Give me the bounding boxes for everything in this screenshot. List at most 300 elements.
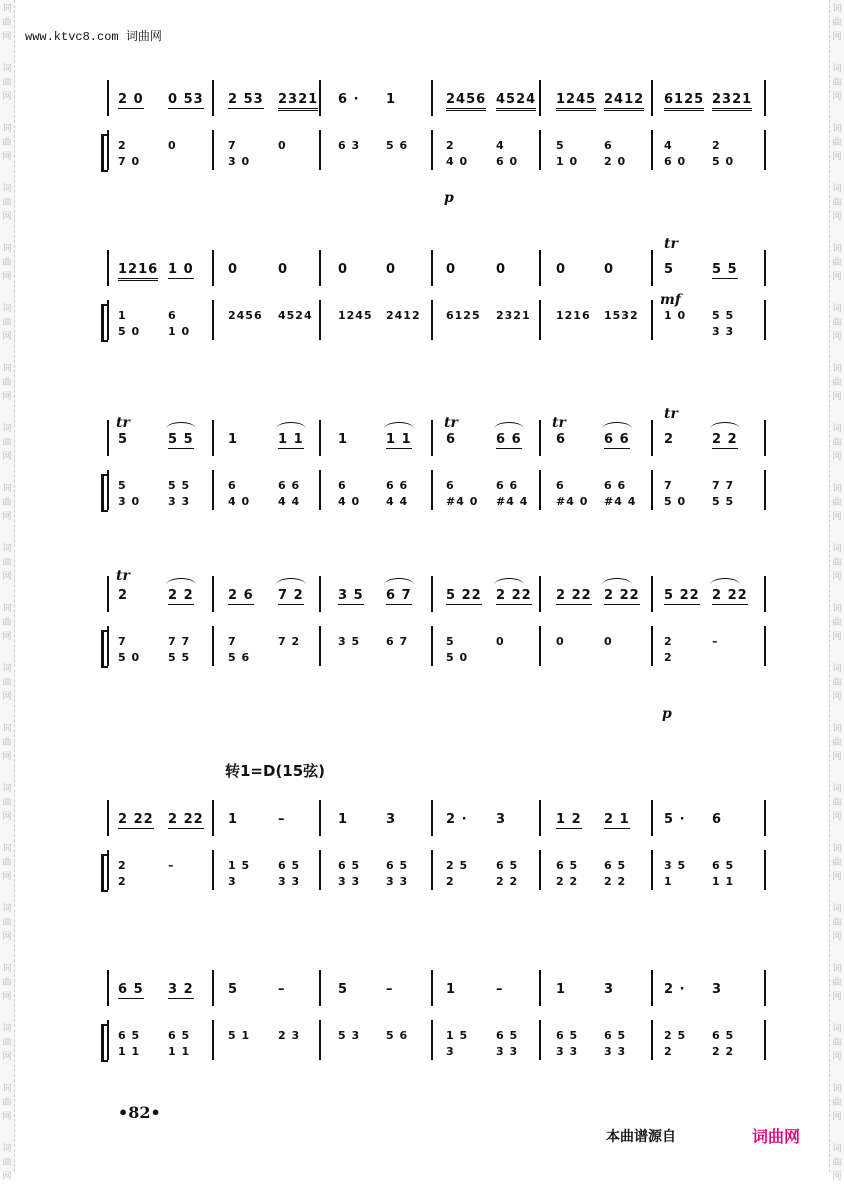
watermark-glyph: 词 xyxy=(832,544,842,554)
melody-note-group: 1245 xyxy=(556,92,596,111)
watermark-glyph: 网 xyxy=(832,392,842,402)
accompaniment-note-group: 0 xyxy=(556,635,565,648)
barline xyxy=(431,300,433,340)
trill-mark: tr xyxy=(116,415,130,431)
melody-note-group: 2 xyxy=(118,588,129,603)
accompaniment-note-group: 6 5 3 3 xyxy=(338,859,361,888)
watermark-glyph: 曲 xyxy=(832,978,842,988)
barline xyxy=(212,130,214,170)
watermark-glyph: 词 xyxy=(2,184,12,194)
melody-note-group: 6 6 xyxy=(604,432,630,447)
accompaniment-note-group: 5 6 xyxy=(386,1029,409,1042)
watermark-glyph: 曲 xyxy=(2,438,12,448)
watermark-glyph: 网 xyxy=(832,812,842,822)
barline xyxy=(651,626,653,666)
watermark-glyph: 词 xyxy=(2,724,12,734)
watermark-glyph: 词 xyxy=(832,784,842,794)
accompaniment-note-group: 6 5 3 3 xyxy=(604,1029,627,1058)
accompaniment-note-group: 2412 xyxy=(386,309,421,322)
barline xyxy=(651,300,653,340)
accompaniment-note-group: 6 6 #4 4 xyxy=(604,479,637,508)
barline xyxy=(107,800,109,836)
accompaniment-note-group: 0 xyxy=(604,635,613,648)
accompaniment-note-group: 2 2 xyxy=(118,859,127,888)
melody-note-group: 0 xyxy=(386,262,397,277)
watermark-glyph: 曲 xyxy=(2,1038,12,1048)
watermark-glyph: 词 xyxy=(832,604,842,614)
watermark-glyph: 网 xyxy=(832,632,842,642)
watermark-glyph: 网 xyxy=(2,1172,12,1182)
accompaniment-note-group: 3 5 1 xyxy=(664,859,687,888)
accompaniment-note-group: 4 6 0 xyxy=(496,139,519,168)
watermark-glyph: 词 xyxy=(832,1144,842,1154)
melody-note-group: 2 22 xyxy=(604,588,640,603)
watermark-glyph: 词 xyxy=(832,184,842,194)
melody-note-group: 3 xyxy=(604,982,615,997)
melody-note-group: 2 22 xyxy=(118,812,154,827)
accompaniment-note-group: 5 5 3 3 xyxy=(712,309,735,338)
watermark-glyph: 曲 xyxy=(2,258,12,268)
watermark-glyph: 曲 xyxy=(2,618,12,628)
watermark-glyph: 词 xyxy=(832,364,842,374)
accompaniment-note-group: 6 5 3 3 xyxy=(386,859,409,888)
accompaniment-note-group: 0 xyxy=(496,635,505,648)
slur-mark xyxy=(384,422,414,429)
watermark-glyph: 词 xyxy=(832,244,842,254)
melody-note-group: 2 · xyxy=(446,812,468,827)
melody-note-group: – xyxy=(386,982,394,997)
accompaniment-note-group: 2 7 0 xyxy=(118,139,141,168)
watermark-glyph: 词 xyxy=(2,544,12,554)
accompaniment-note-group: 2 2 xyxy=(664,635,673,664)
watermark-glyph: 词 xyxy=(832,124,842,134)
watermark-glyph: 曲 xyxy=(2,318,12,328)
accompaniment-note-group: 5 3 xyxy=(338,1029,361,1042)
accompaniment-note-group: 5 5 0 xyxy=(446,635,469,664)
melody-note-group: 1 xyxy=(556,982,567,997)
watermark-glyph: 曲 xyxy=(2,1158,12,1168)
barline xyxy=(212,576,214,612)
watermark-glyph: 曲 xyxy=(2,678,12,688)
barline xyxy=(431,626,433,666)
watermark-glyph: 网 xyxy=(832,872,842,882)
barline xyxy=(212,1020,214,1060)
accompaniment-note-group: 6 5 2 2 xyxy=(604,859,627,888)
melody-note-group: 5 5 xyxy=(168,432,194,447)
watermark-glyph: 网 xyxy=(2,872,12,882)
melody-note-group: 6 6 xyxy=(496,432,522,447)
barline xyxy=(539,1020,541,1060)
slur-mark xyxy=(602,422,632,429)
barline xyxy=(764,130,766,170)
trill-mark: tr xyxy=(444,415,458,431)
barline xyxy=(212,250,214,286)
barline xyxy=(764,1020,766,1060)
barline xyxy=(651,1020,653,1060)
barline xyxy=(651,970,653,1006)
watermark-glyph: 曲 xyxy=(832,18,842,28)
barline xyxy=(539,800,541,836)
watermark-glyph: 曲 xyxy=(832,558,842,568)
melody-note-group: 5 xyxy=(228,982,239,997)
watermark-glyph: 词 xyxy=(2,604,12,614)
barline xyxy=(107,626,109,666)
barline xyxy=(651,470,653,510)
watermark-glyph: 曲 xyxy=(2,378,12,388)
accompaniment-note-group: 5 6 xyxy=(386,139,409,152)
melody-note-group: 2 53 xyxy=(228,92,264,107)
accompaniment-note-group: 6 6 #4 4 xyxy=(496,479,529,508)
slur-mark xyxy=(494,422,524,429)
watermark-glyph: 曲 xyxy=(2,18,12,28)
watermark-glyph: 曲 xyxy=(2,858,12,868)
accompaniment-note-group: 6 5 3 3 xyxy=(496,1029,519,1058)
slur-mark xyxy=(166,422,196,429)
barline xyxy=(107,850,109,890)
accompaniment-note-group: 5 1 0 xyxy=(556,139,579,168)
accompaniment-note-group: 0 xyxy=(278,139,287,152)
barline xyxy=(539,420,541,456)
melody-note-group: 1 xyxy=(228,432,239,447)
melody-note-group: 0 xyxy=(556,262,567,277)
accompaniment-note-group: 4524 xyxy=(278,309,313,322)
melody-note-group: 5 · xyxy=(664,812,686,827)
melody-note-group: 2 xyxy=(664,432,675,447)
melody-note-group: 1 2 xyxy=(556,812,582,827)
accompaniment-note-group: 2 3 xyxy=(278,1029,301,1042)
watermark-glyph: 词 xyxy=(832,844,842,854)
watermark-glyph: 曲 xyxy=(2,1098,12,1108)
watermark-glyph: 曲 xyxy=(832,318,842,328)
barline xyxy=(764,626,766,666)
accompaniment-note-group: 6 5 3 3 xyxy=(556,1029,579,1058)
accompaniment-note-group: 7 2 xyxy=(278,635,301,648)
accompaniment-note-group: 6 #4 0 xyxy=(446,479,479,508)
barline xyxy=(319,850,321,890)
melody-note-group: – xyxy=(278,812,286,827)
key-change-label: 转1=D(15弦) xyxy=(225,762,326,780)
watermark-glyph: 词 xyxy=(2,1024,12,1034)
accompaniment-note-group: 1216 xyxy=(556,309,591,322)
barline xyxy=(431,130,433,170)
melody-note-group: – xyxy=(278,982,286,997)
barline xyxy=(212,470,214,510)
barline xyxy=(539,970,541,1006)
melody-note-group: 0 xyxy=(604,262,615,277)
barline xyxy=(431,800,433,836)
watermark-glyph: 词 xyxy=(832,484,842,494)
watermark-glyph: 网 xyxy=(2,1052,12,1062)
watermark-glyph: 曲 xyxy=(832,798,842,808)
melody-note-group: 0 xyxy=(496,262,507,277)
site-logo[interactable]: 词曲网 xyxy=(752,1129,801,1146)
melody-note-group: 2 2 xyxy=(712,432,738,447)
melody-note-group: 1 0 xyxy=(168,262,194,277)
accompaniment-note-group: 1 5 3 xyxy=(228,859,251,888)
melody-note-group: 7 2 xyxy=(278,588,304,603)
trill-mark: tr xyxy=(664,236,678,252)
watermark-glyph: 曲 xyxy=(832,858,842,868)
barline xyxy=(539,300,541,340)
barline xyxy=(651,250,653,286)
accompaniment-note-group: 5 3 0 xyxy=(118,479,141,508)
melody-note-group: 6125 xyxy=(664,92,704,111)
watermark-glyph: 网 xyxy=(832,932,842,942)
barline xyxy=(651,80,653,116)
accompaniment-note-group: 1 5 0 xyxy=(118,309,141,338)
watermark-glyph: 词 xyxy=(2,364,12,374)
barline xyxy=(539,250,541,286)
watermark-glyph: 曲 xyxy=(2,978,12,988)
barline xyxy=(319,576,321,612)
barline xyxy=(651,576,653,612)
watermark-glyph: 网 xyxy=(832,1172,842,1182)
dynamic-mf: mf xyxy=(660,292,681,308)
melody-note-group: 3 xyxy=(496,812,507,827)
melody-note-group: 5 xyxy=(338,982,349,997)
watermark-glyph: 网 xyxy=(2,632,12,642)
watermark-glyph: 网 xyxy=(832,152,842,162)
melody-note-group: 0 xyxy=(278,262,289,277)
melody-note-group: 1 xyxy=(446,982,457,997)
melody-note-group: 2 22 xyxy=(496,588,532,603)
watermark-glyph: 词 xyxy=(2,904,12,914)
barline xyxy=(212,626,214,666)
watermark-glyph: 曲 xyxy=(832,198,842,208)
watermark-glyph: 词 xyxy=(832,304,842,314)
accompaniment-note-group: 7 7 5 5 xyxy=(712,479,735,508)
melody-note-group: 2456 xyxy=(446,92,486,111)
watermark-glyph: 词 xyxy=(832,664,842,674)
site-url: www.ktvc8.com 词曲网 xyxy=(25,30,162,44)
barline xyxy=(431,80,433,116)
accompaniment-note-group: 6 4 0 xyxy=(228,479,251,508)
accompaniment-note-group: 2 4 0 xyxy=(446,139,469,168)
watermark-glyph: 词 xyxy=(832,1024,842,1034)
watermark-glyph: 曲 xyxy=(2,738,12,748)
barline xyxy=(764,970,766,1006)
watermark-glyph: 词 xyxy=(2,244,12,254)
barline xyxy=(107,576,109,612)
melody-note-group: 5 22 xyxy=(664,588,700,603)
slur-mark xyxy=(166,578,196,585)
barline xyxy=(431,1020,433,1060)
barline xyxy=(319,800,321,836)
melody-note-group: 6 7 xyxy=(386,588,412,603)
barline xyxy=(319,420,321,456)
melody-note-group: 6 5 xyxy=(118,982,144,997)
watermark-glyph: 曲 xyxy=(2,918,12,928)
accompaniment-note-group: 2 5 0 xyxy=(712,139,735,168)
watermark-glyph: 曲 xyxy=(2,138,12,148)
barline xyxy=(764,800,766,836)
barline xyxy=(431,470,433,510)
melody-note-group: 5 xyxy=(118,432,129,447)
barline xyxy=(107,300,109,340)
slur-mark xyxy=(602,578,632,585)
melody-note-group: 1 1 xyxy=(278,432,304,447)
watermark-glyph: 词 xyxy=(2,664,12,674)
barline xyxy=(212,800,214,836)
watermark-glyph: 网 xyxy=(2,392,12,402)
watermark-glyph: 曲 xyxy=(832,498,842,508)
melody-note-group: 2 2 xyxy=(168,588,194,603)
watermark-glyph: 网 xyxy=(832,992,842,1002)
barline xyxy=(539,576,541,612)
accompaniment-note-group: 2 5 2 xyxy=(446,859,469,888)
watermark-glyph: 曲 xyxy=(832,78,842,88)
accompaniment-note-group: 6 5 2 2 xyxy=(496,859,519,888)
accompaniment-note-group: 7 3 0 xyxy=(228,139,251,168)
slur-mark xyxy=(384,578,414,585)
accompaniment-note-group: 6 1 0 xyxy=(168,309,191,338)
melody-note-group: 2 22 xyxy=(168,812,204,827)
watermark-glyph: 网 xyxy=(2,932,12,942)
barline xyxy=(319,80,321,116)
watermark-glyph: 网 xyxy=(832,572,842,582)
barline xyxy=(651,850,653,890)
watermark-glyph: 网 xyxy=(832,752,842,762)
melody-note-group: 6 xyxy=(556,432,567,447)
barline xyxy=(319,300,321,340)
accompaniment-note-group: 6 #4 0 xyxy=(556,479,589,508)
watermark-glyph: 曲 xyxy=(2,558,12,568)
melody-note-group: 0 xyxy=(338,262,349,277)
barline xyxy=(319,970,321,1006)
watermark-glyph: 词 xyxy=(832,64,842,74)
watermark-glyph: 词 xyxy=(2,484,12,494)
melody-note-group: 2 6 xyxy=(228,588,254,603)
accompaniment-note-group: 6125 xyxy=(446,309,481,322)
melody-note-group: 1 xyxy=(338,432,349,447)
barline xyxy=(651,130,653,170)
accompaniment-note-group: 6 5 1 1 xyxy=(712,859,735,888)
barline xyxy=(431,850,433,890)
watermark-glyph: 词 xyxy=(2,964,12,974)
barline xyxy=(431,250,433,286)
watermark-glyph: 曲 xyxy=(832,678,842,688)
watermark-glyph: 词 xyxy=(832,964,842,974)
barline xyxy=(212,80,214,116)
barline xyxy=(319,470,321,510)
melody-note-group: 2 1 xyxy=(604,812,630,827)
barline xyxy=(764,300,766,340)
watermark-glyph: 网 xyxy=(2,1112,12,1122)
watermark-glyph: 曲 xyxy=(832,138,842,148)
melody-note-group: 0 53 xyxy=(168,92,204,107)
melody-note-group: 3 5 xyxy=(338,588,364,603)
watermark-glyph: 网 xyxy=(832,272,842,282)
accompaniment-note-group: 6 5 2 2 xyxy=(556,859,579,888)
accompaniment-note-group: 2 5 2 xyxy=(664,1029,687,1058)
watermark-glyph: 曲 xyxy=(2,198,12,208)
accompaniment-note-group: 7 5 0 xyxy=(118,635,141,664)
barline xyxy=(431,576,433,612)
watermark-glyph: 词 xyxy=(2,124,12,134)
watermark-glyph: 词 xyxy=(2,784,12,794)
barline xyxy=(651,800,653,836)
watermark-glyph: 曲 xyxy=(832,1158,842,1168)
watermark-glyph: 词 xyxy=(832,424,842,434)
barline xyxy=(764,420,766,456)
watermark-glyph: 网 xyxy=(832,92,842,102)
barline xyxy=(431,970,433,1006)
watermark-glyph: 网 xyxy=(832,512,842,522)
barline xyxy=(107,1020,109,1060)
barline xyxy=(539,626,541,666)
barline xyxy=(212,300,214,340)
barline xyxy=(539,850,541,890)
barline xyxy=(107,420,109,456)
accompaniment-note-group: 1532 xyxy=(604,309,639,322)
melody-note-group: 5 22 xyxy=(446,588,482,603)
accompaniment-note-group: – xyxy=(168,859,175,872)
melody-note-group: 5 5 xyxy=(712,262,738,277)
melody-note-group: 3 xyxy=(386,812,397,827)
barline xyxy=(539,130,541,170)
barline xyxy=(107,470,109,510)
melody-note-group: 1216 xyxy=(118,262,158,281)
watermark-glyph: 曲 xyxy=(832,1038,842,1048)
watermark-glyph: 词 xyxy=(832,4,842,14)
melody-note-group: 2 0 xyxy=(118,92,144,107)
watermark-glyph: 曲 xyxy=(832,1098,842,1108)
accompaniment-note-group: 6 2 0 xyxy=(604,139,627,168)
watermark-glyph: 网 xyxy=(2,992,12,1002)
accompaniment-note-group: 6 5 3 3 xyxy=(278,859,301,888)
barline xyxy=(539,80,541,116)
melody-note-group: 6 · xyxy=(338,92,360,107)
melody-note-group: 3 xyxy=(712,982,723,997)
slur-mark xyxy=(710,578,740,585)
barline xyxy=(319,250,321,286)
barline xyxy=(319,130,321,170)
melody-note-group: 2321 xyxy=(278,92,318,111)
trill-mark: tr xyxy=(552,415,566,431)
melody-note-group: 2 22 xyxy=(712,588,748,603)
accompaniment-note-group: 5 1 xyxy=(228,1029,251,1042)
barline xyxy=(107,250,109,286)
barline xyxy=(319,626,321,666)
watermark-glyph: 网 xyxy=(2,572,12,582)
watermark-glyph: 网 xyxy=(2,212,12,222)
watermark-glyph: 网 xyxy=(2,152,12,162)
accompaniment-note-group: 1245 xyxy=(338,309,373,322)
trill-mark: tr xyxy=(116,568,130,584)
barline xyxy=(539,470,541,510)
watermark-glyph: 网 xyxy=(2,272,12,282)
accompaniment-note-group: 7 7 5 5 xyxy=(168,635,191,664)
melody-note-group: 1 xyxy=(228,812,239,827)
accompaniment-note-group: 0 xyxy=(168,139,177,152)
watermark-glyph: 网 xyxy=(2,452,12,462)
barline xyxy=(764,470,766,510)
melody-note-group: – xyxy=(496,982,504,997)
accompaniment-note-group: 6 4 0 xyxy=(338,479,361,508)
barline xyxy=(764,576,766,612)
page-number: •82• xyxy=(118,1103,161,1122)
slur-mark xyxy=(710,422,740,429)
watermark-glyph: 曲 xyxy=(832,258,842,268)
melody-note-group: 0 xyxy=(228,262,239,277)
watermark-glyph: 网 xyxy=(2,692,12,702)
slur-mark xyxy=(276,578,306,585)
slur-mark xyxy=(276,422,306,429)
watermark-glyph: 词 xyxy=(2,304,12,314)
left-watermark-strip xyxy=(0,0,15,1182)
watermark-glyph: 曲 xyxy=(2,798,12,808)
watermark-glyph: 词 xyxy=(2,424,12,434)
